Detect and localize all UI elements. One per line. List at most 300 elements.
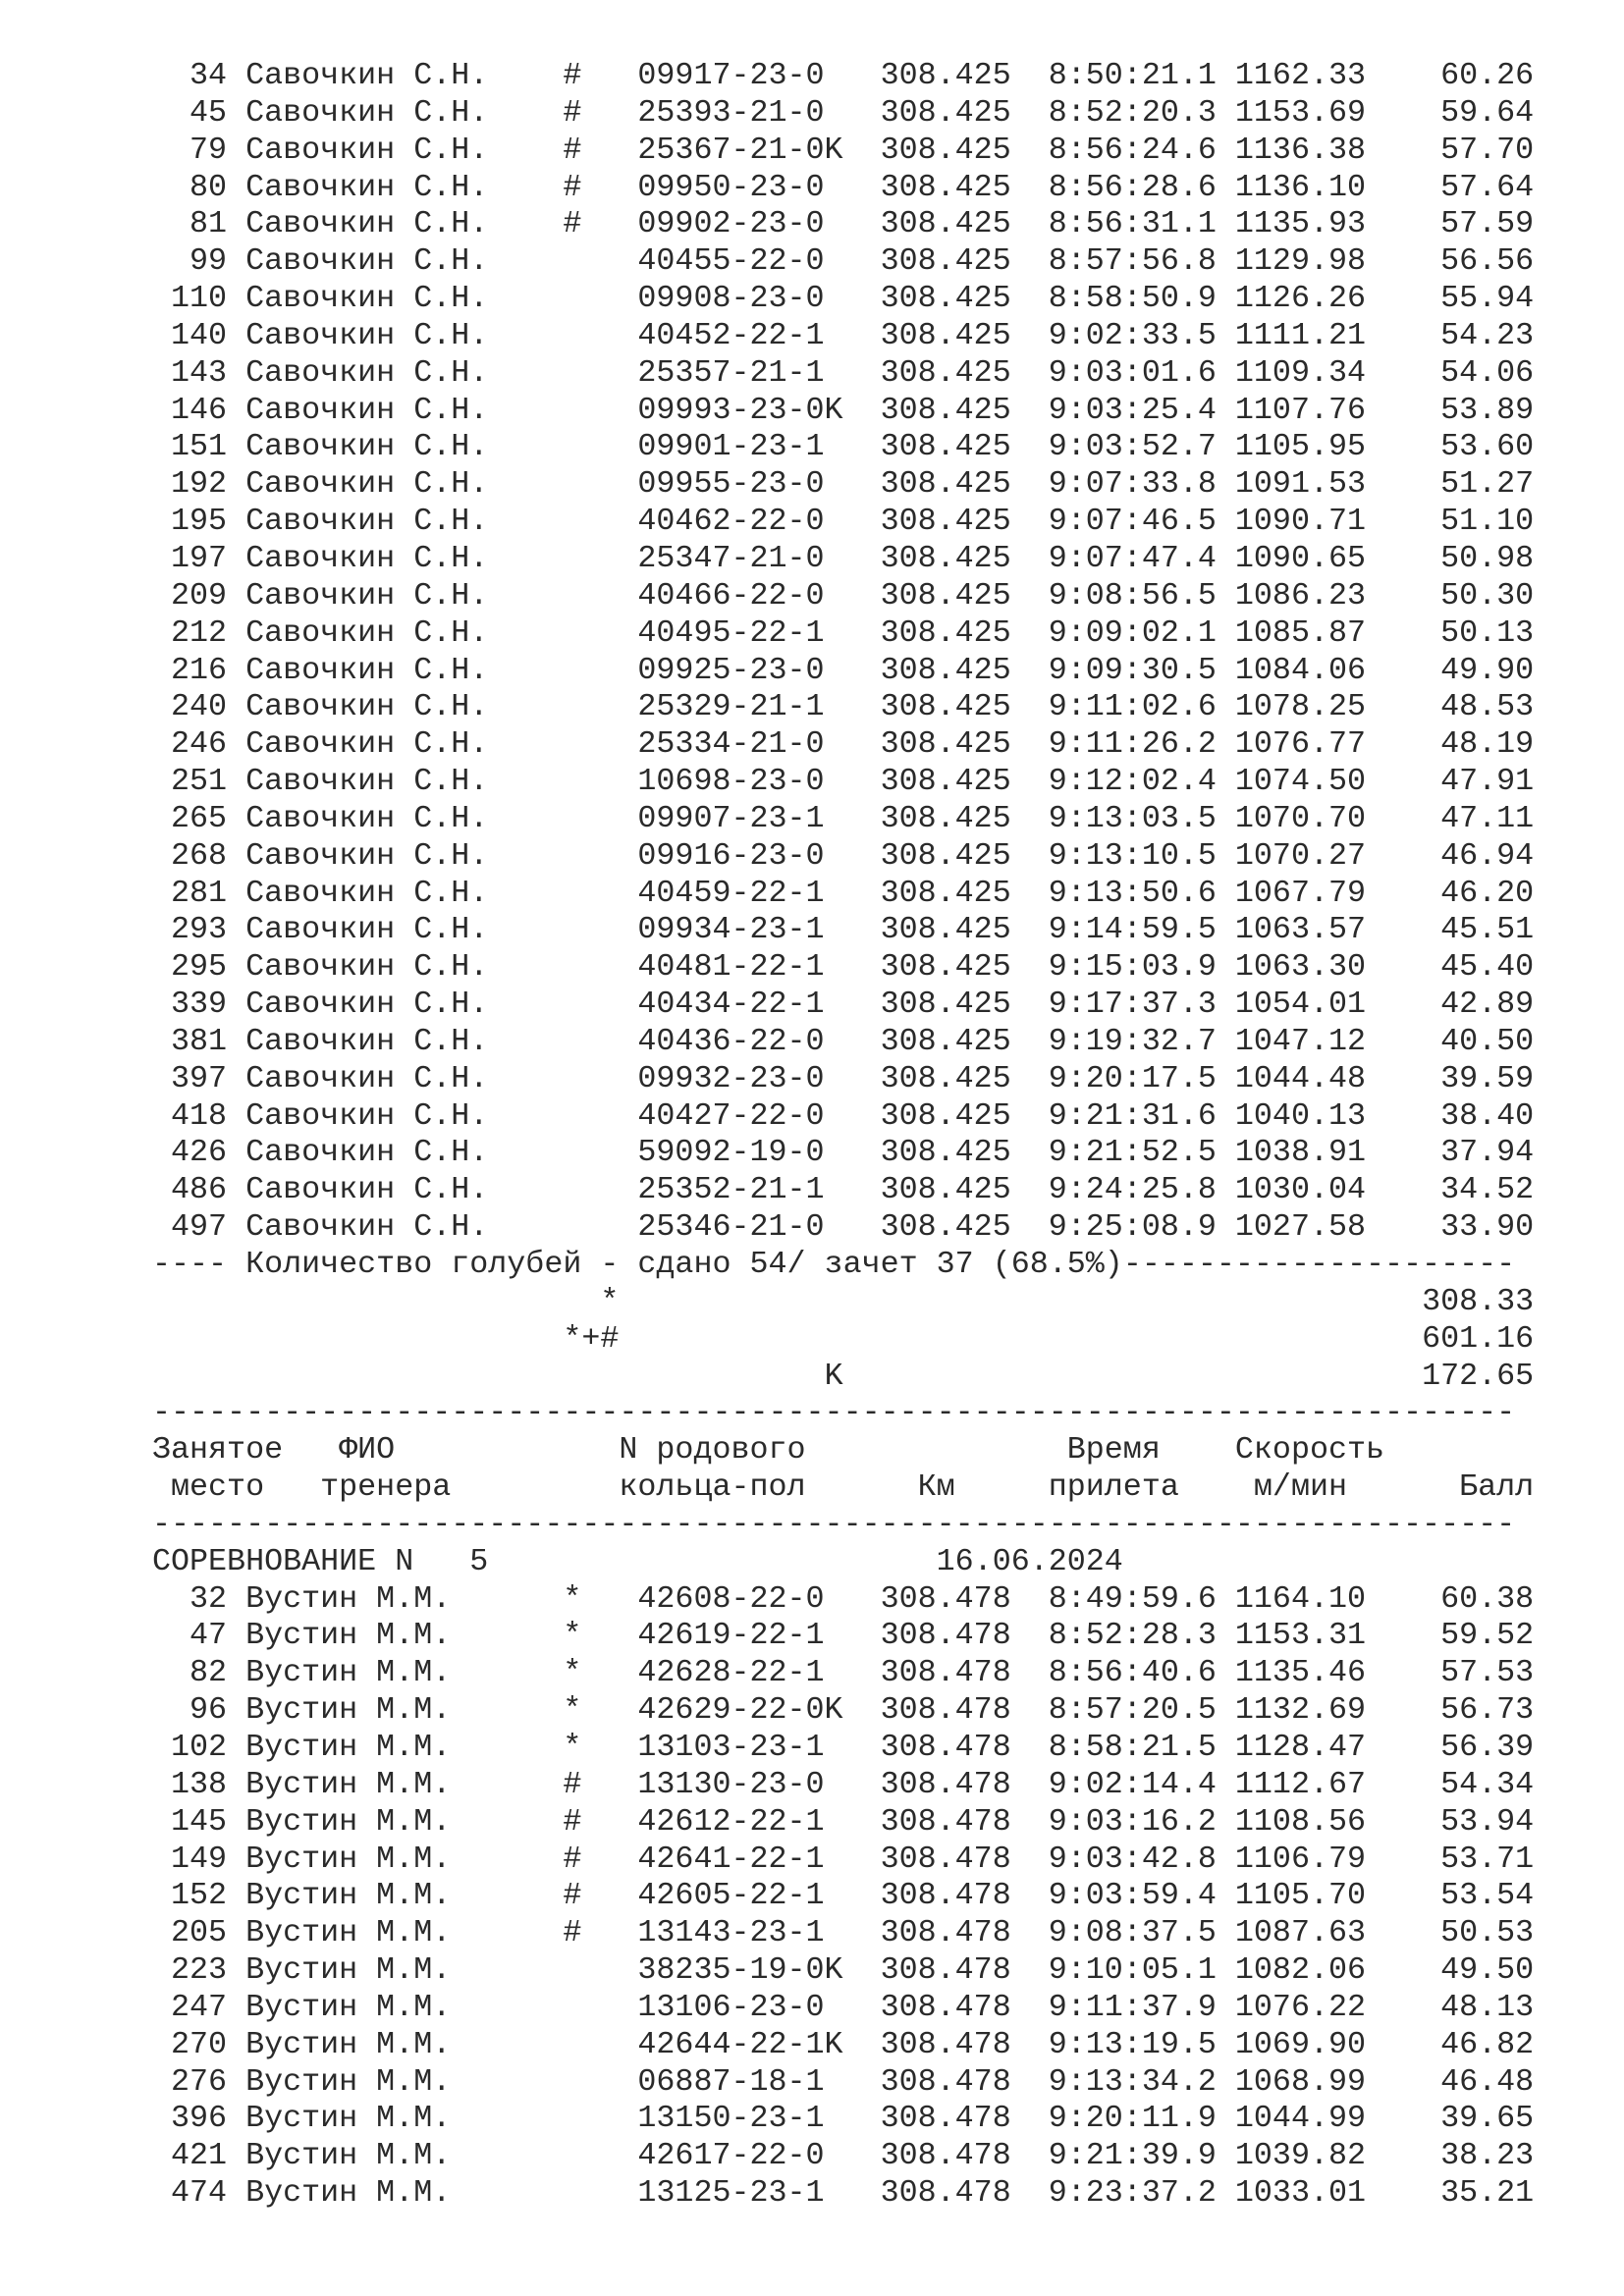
trainer-name: Вустин М.М.	[245, 1655, 452, 1691]
result-row	[152, 2027, 1534, 2064]
arrival-time: 8:58:21.5	[1048, 1729, 1217, 1765]
trainer-name: Савочкин С.Н.	[245, 652, 489, 688]
header-km: Км	[917, 1469, 955, 1506]
arrival-time: 9:10:05.1	[1048, 1952, 1217, 1989]
points: 56.73	[1440, 1692, 1535, 1729]
arrival-time: 9:14:59.5	[1048, 912, 1217, 948]
arrival-time: 9:02:14.4	[1048, 1766, 1217, 1802]
points: 53.89	[1440, 392, 1535, 428]
arrival-time: 9:03:16.2	[1048, 1803, 1217, 1840]
place: 96	[189, 1692, 228, 1729]
ring-number: 09908-23-0	[637, 281, 825, 317]
distance-km: 308.425	[880, 577, 1011, 614]
trainer-name: Савочкин С.Н.	[245, 1097, 489, 1134]
points: 47.11	[1440, 800, 1535, 836]
ring-number: 42641-22-1	[637, 1841, 825, 1877]
place: 102	[171, 1729, 228, 1765]
trainer-name: Вустин М.М.	[245, 1989, 452, 2025]
place: 396	[171, 2101, 228, 2137]
arrival-time: 9:21:52.5	[1048, 1135, 1217, 1171]
arrival-time: 9:20:11.9	[1048, 2101, 1217, 2137]
place: 486	[171, 1172, 228, 1208]
place: 80	[189, 169, 228, 205]
arrival-time: 8:58:50.9	[1048, 281, 1217, 317]
distance-km: 308.425	[880, 875, 1011, 911]
arrival-time: 9:03:42.8	[1048, 1841, 1217, 1877]
points: 50.30	[1440, 577, 1535, 614]
trainer-name: Савочкин С.Н.	[245, 58, 489, 93]
speed: 1153.69	[1234, 94, 1367, 131]
arrival-time: 9:03:59.4	[1048, 1878, 1217, 1914]
arrival-time: 8:56:40.6	[1048, 1655, 1217, 1691]
place: 195	[171, 504, 228, 540]
trainer-name: Савочкин С.Н.	[245, 987, 489, 1023]
speed: 1105.95	[1234, 429, 1367, 465]
arrival-time: 9:13:50.6	[1048, 875, 1217, 911]
points: 45.51	[1440, 912, 1535, 948]
place: 474	[171, 2175, 228, 2212]
trainer-name: Савочкин С.Н.	[245, 354, 489, 391]
trainer-name: Вустин М.М.	[245, 1618, 452, 1654]
speed: 1106.79	[1234, 1841, 1367, 1877]
total-line	[152, 1284, 1534, 1321]
arrival-time: 9:12:02.4	[1048, 764, 1217, 800]
points: 33.90	[1440, 1209, 1535, 1246]
result-row	[152, 615, 1534, 653]
arrival-time: 9:13:19.5	[1048, 2026, 1217, 2062]
result-row	[152, 466, 1534, 504]
points: 48.13	[1440, 1989, 1535, 2025]
distance-km: 308.425	[880, 689, 1011, 725]
ring-number: 42629-22-0K	[637, 1692, 843, 1729]
result-row	[152, 318, 1534, 355]
speed: 1135.93	[1234, 206, 1367, 242]
trainer-name: Савочкин С.Н.	[245, 1060, 489, 1096]
place: 151	[171, 429, 228, 465]
speed: 1076.77	[1234, 726, 1367, 763]
place: 110	[171, 281, 228, 317]
trainer-name: Савочкин С.Н.	[245, 540, 489, 576]
result-row	[152, 1135, 1534, 1172]
distance-km: 308.425	[880, 949, 1011, 986]
place: 99	[189, 243, 228, 280]
distance-km: 308.425	[880, 392, 1011, 428]
result-row	[152, 1098, 1534, 1136]
table-header	[152, 1432, 1534, 1469]
result-row	[152, 1842, 1534, 1879]
ring-number: 09907-23-1	[637, 800, 825, 836]
distance-km: 308.425	[880, 837, 1011, 874]
speed: 1111.21	[1234, 317, 1367, 353]
arrival-time: 9:03:01.6	[1048, 354, 1217, 391]
distance-km: 308.478	[880, 1692, 1011, 1729]
speed: 1132.69	[1234, 1692, 1367, 1729]
separator: -------------------------------------------------------------------------	[152, 1506, 1516, 1542]
points: 59.64	[1440, 94, 1535, 131]
arrival-time: 9:21:31.6	[1048, 1097, 1217, 1134]
trainer-name: Савочкин С.Н.	[245, 281, 489, 317]
ring-number: 09902-23-0	[637, 206, 825, 242]
header-trainer: тренера	[320, 1469, 452, 1506]
place: 81	[189, 206, 228, 242]
points: 54.34	[1440, 1766, 1535, 1802]
distance-km: 308.425	[880, 243, 1011, 280]
result-row	[152, 1990, 1534, 2027]
speed: 1129.98	[1234, 243, 1367, 280]
distance-km: 308.478	[880, 1989, 1011, 2025]
place: 149	[171, 1841, 228, 1877]
points: 39.65	[1440, 2101, 1535, 2137]
result-row	[152, 912, 1534, 949]
distance-km: 308.425	[880, 466, 1011, 503]
ring-number: 09934-23-1	[637, 912, 825, 948]
header-speed: м/мин	[1253, 1469, 1347, 1506]
distance-km: 308.478	[880, 2101, 1011, 2137]
trainer-name: Вустин М.М.	[245, 1580, 452, 1617]
distance-km: 308.478	[880, 1803, 1011, 1840]
ring-number: 42628-22-1	[637, 1655, 825, 1691]
trainer-name: Савочкин С.Н.	[245, 949, 489, 986]
speed: 1105.70	[1234, 1878, 1367, 1914]
ring-number: 42619-22-1	[637, 1618, 825, 1654]
place: 251	[171, 764, 228, 800]
ring-number: 25393-21-0	[637, 94, 825, 131]
speed: 1027.58	[1234, 1209, 1367, 1246]
ring-number: 09901-23-1	[637, 429, 825, 465]
speed: 1067.79	[1234, 875, 1367, 911]
summary-text: Количество голубей - сдано 54/ зачет 37 (68.5%)	[245, 1247, 1123, 1282]
total-line	[152, 1359, 1534, 1396]
trainer-name: Савочкин С.Н.	[245, 726, 489, 763]
ring-number: 40427-22-0	[637, 1097, 825, 1134]
place: 216	[171, 652, 228, 688]
ring-number: 09916-23-0	[637, 837, 825, 874]
speed: 1085.87	[1234, 614, 1367, 651]
speed: 1086.23	[1234, 577, 1367, 614]
result-row	[152, 801, 1534, 838]
ring-number: 09955-23-0	[637, 466, 825, 503]
points: 53.71	[1440, 1841, 1535, 1877]
arrival-time: 9:23:37.2	[1048, 2175, 1217, 2212]
distance-km: 308.425	[880, 317, 1011, 353]
mark: #	[563, 94, 582, 131]
result-row	[152, 2064, 1534, 2102]
place: 497	[171, 1209, 228, 1246]
distance-km: 308.425	[880, 206, 1011, 242]
trainer-name: Савочкин С.Н.	[245, 206, 489, 242]
competition-date: 16.06.2024	[936, 1543, 1123, 1579]
arrival-time: 8:49:59.6	[1048, 1580, 1217, 1617]
trainer-name: Савочкин С.Н.	[245, 875, 489, 911]
mark: #	[563, 1803, 582, 1840]
place: 138	[171, 1766, 228, 1802]
speed: 1039.82	[1234, 2138, 1367, 2174]
speed: 1030.04	[1234, 1172, 1367, 1208]
speed: 1108.56	[1234, 1803, 1367, 1840]
ring-number: 59092-19-0	[637, 1135, 825, 1171]
speed: 1109.34	[1234, 354, 1367, 391]
points: 50.98	[1440, 540, 1535, 576]
result-row	[152, 1581, 1534, 1619]
place: 426	[171, 1135, 228, 1171]
arrival-time: 9:13:03.5	[1048, 800, 1217, 836]
header-speed: Скорость	[1234, 1432, 1385, 1468]
distance-km: 308.425	[880, 1172, 1011, 1208]
speed: 1153.31	[1234, 1618, 1367, 1654]
arrival-time: 9:20:17.5	[1048, 1060, 1217, 1096]
trainer-name: Савочкин С.Н.	[245, 132, 489, 168]
speed: 1054.01	[1234, 987, 1367, 1023]
arrival-time: 8:56:24.6	[1048, 132, 1217, 168]
place: 146	[171, 392, 228, 428]
result-row	[152, 1692, 1534, 1730]
arrival-time: 9:03:52.7	[1048, 429, 1217, 465]
ring-number: 42605-22-1	[637, 1878, 825, 1914]
points: 47.91	[1440, 764, 1535, 800]
distance-km: 308.425	[880, 540, 1011, 576]
speed: 1084.06	[1234, 652, 1367, 688]
ring-number: 25352-21-1	[637, 1172, 825, 1208]
distance-km: 308.425	[880, 1135, 1011, 1171]
points: 60.26	[1440, 58, 1535, 93]
points: 57.53	[1440, 1655, 1535, 1691]
ring-number: 09917-23-0	[637, 58, 825, 93]
place: 212	[171, 614, 228, 651]
arrival-time: 9:11:02.6	[1048, 689, 1217, 725]
trainer-name: Вустин М.М.	[245, 1766, 452, 1802]
arrival-time: 9:08:37.5	[1048, 1915, 1217, 1951]
ring-number: 13130-23-0	[637, 1766, 825, 1802]
distance-km: 308.425	[880, 1097, 1011, 1134]
trainer-name: Вустин М.М.	[245, 1878, 452, 1914]
place: 247	[171, 1989, 228, 2025]
place: 79	[189, 132, 228, 168]
total-label: K	[824, 1358, 843, 1394]
ring-number: 25357-21-1	[637, 354, 825, 391]
place: 152	[171, 1878, 228, 1914]
ring-number: 13106-23-0	[637, 1989, 825, 2025]
speed: 1033.01	[1234, 2175, 1367, 2212]
arrival-time: 8:57:20.5	[1048, 1692, 1217, 1729]
ring-number: 25367-21-0K	[637, 132, 843, 168]
speed: 1063.57	[1234, 912, 1367, 948]
trainer-name: Савочкин С.Н.	[245, 1209, 489, 1246]
points: 49.50	[1440, 1952, 1535, 1989]
speed: 1136.38	[1234, 132, 1367, 168]
points: 50.53	[1440, 1915, 1535, 1951]
arrival-time: 9:02:33.5	[1048, 317, 1217, 353]
points: 38.23	[1440, 2138, 1535, 2174]
place: 293	[171, 912, 228, 948]
points: 60.38	[1440, 1580, 1535, 1617]
header-trainer: ФИО	[339, 1432, 396, 1468]
arrival-time: 9:21:39.9	[1048, 2138, 1217, 2174]
mark: #	[563, 1841, 582, 1877]
result-row	[152, 764, 1534, 801]
speed: 1047.12	[1234, 1023, 1367, 1059]
points: 53.60	[1440, 429, 1535, 465]
ring-number: 25346-21-0	[637, 1209, 825, 1246]
ring-number: 40436-22-0	[637, 1023, 825, 1059]
distance-km: 308.478	[880, 1915, 1011, 1951]
speed: 1069.90	[1234, 2026, 1367, 2062]
header-ring: N родового	[619, 1432, 806, 1468]
points: 38.40	[1440, 1097, 1535, 1134]
ring-number: 09950-23-0	[637, 169, 825, 205]
total-value: 172.65	[1422, 1358, 1535, 1394]
points: 45.40	[1440, 949, 1535, 986]
result-row	[152, 949, 1534, 987]
points: 46.94	[1440, 837, 1535, 874]
result-row	[152, 1730, 1534, 1767]
place: 418	[171, 1097, 228, 1134]
speed: 1091.53	[1234, 466, 1367, 503]
place: 270	[171, 2026, 228, 2062]
arrival-time: 8:56:31.1	[1048, 206, 1217, 242]
ring-number: 40495-22-1	[637, 614, 825, 651]
speed: 1044.99	[1234, 2101, 1367, 2137]
result-row	[152, 541, 1534, 578]
arrival-time: 9:08:56.5	[1048, 577, 1217, 614]
place: 209	[171, 577, 228, 614]
speed: 1082.06	[1234, 1952, 1367, 1989]
arrival-time: 9:24:25.8	[1048, 1172, 1217, 1208]
trainer-name: Савочкин С.Н.	[245, 912, 489, 948]
result-row	[152, 133, 1534, 170]
result-row	[152, 838, 1534, 876]
ring-number: 40459-22-1	[637, 875, 825, 911]
result-row	[152, 1024, 1534, 1061]
distance-km: 308.425	[880, 800, 1011, 836]
place: 223	[171, 1952, 228, 1989]
trainer-name: Вустин М.М.	[245, 1841, 452, 1877]
header-points: Балл	[1459, 1469, 1535, 1506]
trainer-name: Савочкин С.Н.	[245, 800, 489, 836]
ring-number: 25329-21-1	[637, 689, 825, 725]
competition-title	[152, 1544, 1534, 1581]
result-row	[152, 95, 1534, 133]
trainer-name: Савочкин С.Н.	[245, 169, 489, 205]
arrival-time: 9:13:10.5	[1048, 837, 1217, 874]
trainer-name: Савочкин С.Н.	[245, 689, 489, 725]
distance-km: 308.478	[880, 1952, 1011, 1989]
mark: #	[563, 1915, 582, 1951]
points: 42.89	[1440, 987, 1535, 1023]
arrival-time: 9:09:02.1	[1048, 614, 1217, 651]
place: 47	[189, 1618, 228, 1654]
trainer-name: Вустин М.М.	[245, 2063, 452, 2100]
speed: 1112.67	[1234, 1766, 1367, 1802]
trainer-name: Савочкин С.Н.	[245, 243, 489, 280]
separator: -------------------------------------------------------------------------	[152, 1395, 1516, 1431]
distance-km: 308.478	[880, 2138, 1011, 2174]
place: 143	[171, 354, 228, 391]
total-value: 308.33	[1422, 1283, 1535, 1319]
speed: 1040.13	[1234, 1097, 1367, 1134]
result-row	[152, 1209, 1534, 1247]
trainer-name: Вустин М.М.	[245, 1729, 452, 1765]
points: 53.94	[1440, 1803, 1535, 1840]
arrival-time: 9:13:34.2	[1048, 2063, 1217, 2100]
result-row	[152, 58, 1534, 95]
trainer-name: Вустин М.М.	[245, 1803, 452, 1840]
trainer-name: Вустин М.М.	[245, 2101, 452, 2137]
result-row	[152, 1767, 1534, 1804]
points: 54.06	[1440, 354, 1535, 391]
ring-number: 42617-22-0	[637, 2138, 825, 2174]
total-label: *	[600, 1283, 620, 1319]
result-row	[152, 689, 1534, 726]
result-row	[152, 1878, 1534, 1915]
trainer-name: Савочкин С.Н.	[245, 317, 489, 353]
speed: 1128.47	[1234, 1729, 1367, 1765]
mark: #	[563, 169, 582, 205]
result-row	[152, 1915, 1534, 1952]
ring-number: 09993-23-0K	[637, 392, 843, 428]
trainer-name: Вустин М.М.	[245, 2138, 452, 2174]
ring-number: 42608-22-0	[637, 1580, 825, 1617]
points: 46.20	[1440, 875, 1535, 911]
result-row	[152, 206, 1534, 243]
arrival-time: 8:50:21.1	[1048, 58, 1217, 93]
place: 240	[171, 689, 228, 725]
ring-number: 09932-23-0	[637, 1060, 825, 1096]
arrival-time: 9:11:26.2	[1048, 726, 1217, 763]
ring-number: 13125-23-1	[637, 2175, 825, 2212]
arrival-time: 9:03:25.4	[1048, 392, 1217, 428]
place: 192	[171, 466, 228, 503]
mark: #	[563, 132, 582, 168]
header-time: Время	[1066, 1432, 1161, 1468]
mark: *	[563, 1692, 582, 1729]
trainer-name: Вустин М.М.	[245, 1915, 452, 1951]
trainer-name: Савочкин С.Н.	[245, 837, 489, 874]
arrival-time: 9:17:37.3	[1048, 987, 1217, 1023]
points: 51.27	[1440, 466, 1535, 503]
distance-km: 308.425	[880, 94, 1011, 131]
arrival-time: 9:09:30.5	[1048, 652, 1217, 688]
ring-number: 13103-23-1	[637, 1729, 825, 1765]
mark: *	[563, 1580, 582, 1617]
mark: #	[563, 58, 582, 93]
speed: 1136.10	[1234, 169, 1367, 205]
result-row	[152, 2175, 1534, 2213]
trainer-name: Савочкин С.Н.	[245, 1135, 489, 1171]
arrival-time: 8:52:20.3	[1048, 94, 1217, 131]
speed: 1164.10	[1234, 1580, 1367, 1617]
ring-number: 06887-18-1	[637, 2063, 825, 2100]
distance-km: 308.425	[880, 1209, 1011, 1246]
result-row	[152, 2101, 1534, 2138]
place: 265	[171, 800, 228, 836]
mark: #	[563, 206, 582, 242]
trainer-name: Савочкин С.Н.	[245, 392, 489, 428]
ring-number: 38235-19-0K	[637, 1952, 843, 1989]
points: 54.23	[1440, 317, 1535, 353]
points: 56.39	[1440, 1729, 1535, 1765]
header-place: место	[171, 1469, 265, 1506]
speed: 1076.22	[1234, 1989, 1367, 2025]
result-row	[152, 1952, 1534, 1990]
trainer-name: Савочкин С.Н.	[245, 1023, 489, 1059]
mark: #	[563, 1878, 582, 1914]
total-label: *+#	[563, 1320, 620, 1357]
ring-number: 42612-22-1	[637, 1803, 825, 1840]
distance-km: 308.478	[880, 1729, 1011, 1765]
result-row	[152, 2138, 1534, 2175]
result-row	[152, 1172, 1534, 1209]
points: 46.48	[1440, 2063, 1535, 2100]
